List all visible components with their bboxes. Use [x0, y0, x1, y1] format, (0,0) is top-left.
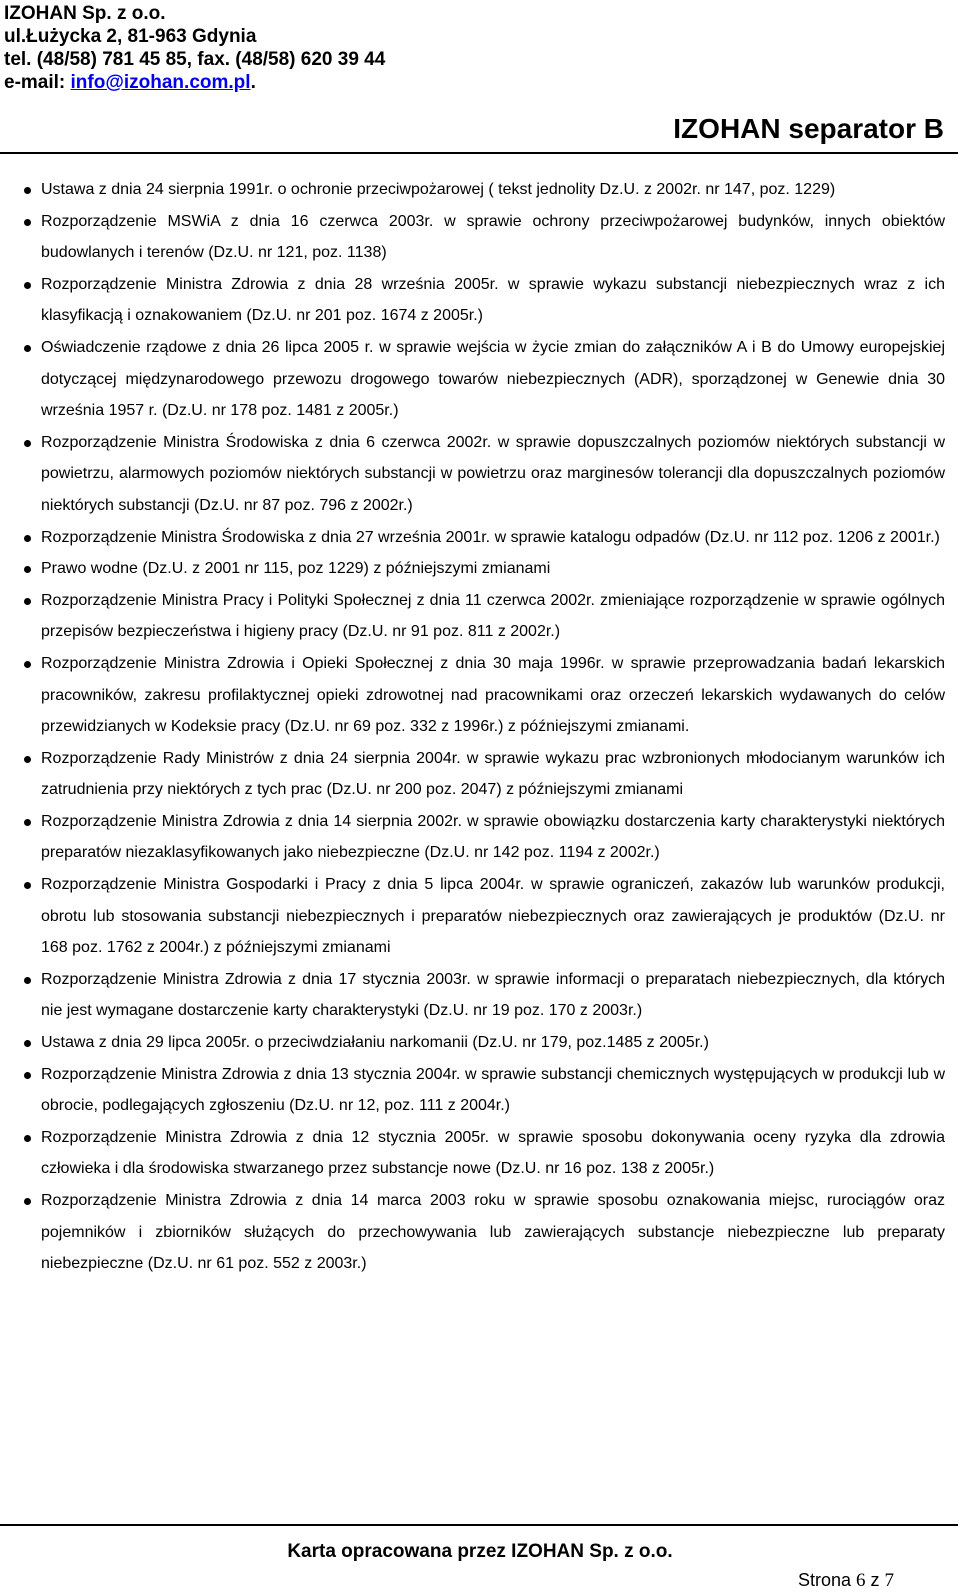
- bullet-icon: [24, 187, 31, 194]
- company-phone-fax: tel. (48/58) 781 45 85, fax. (48/58) 620 39 44: [4, 49, 386, 70]
- page-number: [798, 1568, 894, 1593]
- list-item-text: Rozporządzenie Ministra Pracy i Polityki Społecznej z dnia 11 czerwca 2002r. zmieniające rozporządzenie w sprawie ogólnych przepisów bezpieczeństwa i higieny pracy (Dz.U. nr 91 poz. 811 z 2002r.): [41, 591, 945, 641]
- list-item-text: Rozporządzenie Ministra Środowiska z dnia 27 września 2001r. w sprawie katalogu odpadów (Dz.U. nr 112 poz. 1206 z 2001r.): [41, 528, 940, 546]
- list-item: [41, 743, 945, 806]
- bullet-icon: [24, 977, 31, 984]
- list-item-text: Ustawa z dnia 29 lipca 2005r. o przeciwdziałaniu narkomanii (Dz.U. nr 179, poz.1485 z 2005r.): [41, 1034, 709, 1052]
- bullet-icon: [24, 345, 31, 352]
- list-item-text: Rozporządzenie Ministra Środowiska z dnia 6 czerwca 2002r. w sprawie dopuszczalnych poziomów niektórych substancji w powietrzu, alarmowych poziomów niektórych substancji w powietrzu oraz marginesów tolerancji dla dopuszczalnych poziomów niektórych substancji (Dz.U. nr 87 poz. 796 z 2002r.): [41, 433, 945, 514]
- list-item: [41, 522, 945, 554]
- list-item-text: Ustawa z dnia 24 sierpnia 1991r. o ochronie przeciwpożarowej ( tekst jednolity Dz.U. z 2002r. nr 147, poz. 1229): [41, 181, 836, 198]
- bullet-icon: [24, 661, 31, 668]
- company-header: [4, 2, 385, 94]
- list-item: [41, 174, 945, 206]
- page-label: Strona: [797, 1570, 856, 1590]
- list-item-text: Rozporządzenie MSWiA z dnia 16 czerwca 2003r. w sprawie ochrony przeciwpożarowej budynków, innych obiektów budowlanych i terenów (Dz.U. nr 121, poz. 1138): [41, 212, 945, 262]
- list-item-text: Prawo wodne (Dz.U. z 2001 nr 115, poz 1229) z późniejszymi zmianami: [41, 560, 551, 578]
- list-item: [41, 332, 945, 427]
- bullet-icon: [24, 1198, 31, 1205]
- page-current: 6: [855, 1570, 866, 1591]
- list-item-text: Rozporządzenie Ministra Zdrowia z dnia 13 stycznia 2004r. w sprawie substancji chemicznych występujących w produkcji lub w obrocie, podlegających zgłoszeniu (Dz.U. nr 12, poz. 111 z 2004r.): [41, 1065, 945, 1115]
- bullet-icon: [24, 598, 31, 605]
- bullet-icon: [24, 282, 31, 289]
- page-total: 7: [884, 1570, 894, 1591]
- email-suffix: .: [250, 72, 256, 93]
- list-item-text: Oświadczenie rządowe z dnia 26 lipca 2005 r. w sprawie wejścia w życie zmian do załączników A i B do Umowy europejskiej dotyczącej międzynarodowego przewozu drogowego towarów niebezpiecznych (ADR), sporządzonej w Genewie dnia 30 września 1957 r. (Dz.U. nr 178 poz. 1481 z 2005r.): [41, 338, 945, 420]
- list-item-text: Rozporządzenie Ministra Gospodarki i Pracy z dnia 5 lipca 2004r. w sprawie ograniczeń, zakazów lub warunków produkcji, obrotu lub stosowania substancji niebezpiecznych i preparatów niebezpiecznych oraz zawierających je produktów (Dz.U. nr 168 poz. 1762 z 2004r.) z późniejszymi zmianami: [41, 876, 945, 957]
- bullet-icon: [24, 535, 31, 542]
- list-item: [41, 427, 945, 522]
- page-separator: z: [865, 1570, 885, 1590]
- list-item-text: Rozporządzenie Ministra Zdrowia z dnia 14 sierpnia 2002r. w sprawie obowiązku dostarczenia karty charakterystyki niektórych preparatów niezaklasyfikowanych jako niebezpieczne (Dz.U. nr 142 poz. 1194 z 2002r.): [41, 812, 945, 862]
- product-title: IZOHAN separator B: [673, 113, 944, 144]
- email-link[interactable]: info@izohan.com.pl: [70, 72, 251, 93]
- list-item-text: Rozporządzenie Rady Ministrów z dnia 24 sierpnia 2004r. w sprawie wykazu prac wzbronionych młodocianym warunków ich zatrudnienia przy niektórych z tych prac (Dz.U. nr 200 poz. 2047) z późniejszymi zmianami: [41, 749, 945, 799]
- email-label: e-mail:: [4, 72, 71, 93]
- footer-divider: [0, 1524, 958, 1526]
- regulations-list: [0, 174, 960, 1280]
- list-item: [41, 206, 945, 269]
- header-divider: [0, 152, 958, 154]
- list-item: [41, 1027, 945, 1059]
- list-item-text: Rozporządzenie Ministra Zdrowia z dnia 12 stycznia 2005r. w sprawie sposobu dokonywania oceny ryzyka dla zdrowia człowieka i dla środowiska stwarzanego przez substancje nowe (Dz.U. nr 16 poz. 138 z 2005r.): [41, 1128, 945, 1178]
- bullet-icon: [24, 566, 31, 573]
- list-item: [41, 1122, 945, 1185]
- bullet-icon: [24, 440, 31, 447]
- list-item: [41, 806, 945, 869]
- prepared-by: Karta opracowana przez IZOHAN Sp. z o.o.: [287, 1541, 673, 1562]
- bullet-icon: [24, 219, 31, 226]
- company-email-line: [4, 71, 385, 94]
- list-item: [41, 648, 945, 743]
- bullet-icon: [24, 1072, 31, 1079]
- list-item: [41, 869, 945, 964]
- list-item-text: Rozporządzenie Ministra Zdrowia z dnia 14 marca 2003 roku w sprawie sposobu oznakowania miejsc, rurociągów oraz pojemników i zbiorników służących do przechowywania lub zawierających substancje niebezpieczne lub preparaty niebezpieczne (Dz.U. nr 61 poz. 552 z 2003r.): [41, 1192, 945, 1273]
- list-item-text: Rozporządzenie Ministra Zdrowia z dnia 28 września 2005r. w sprawie wykazu substancji niebezpiecznych wraz z ich klasyfikacją i oznakowaniem (Dz.U. nr 201 poz. 1674 z 2005r.): [41, 275, 945, 325]
- list-item-text: Rozporządzenie Ministra Zdrowia z dnia 17 stycznia 2003r. w sprawie informacji o preparatach niebezpiecznych, dla których nie jest wymagane dostarczenie karty charakterystyki (Dz.U. nr 19 poz. 170 z 2003r.): [41, 970, 945, 1020]
- list-item-text: Rozporządzenie Ministra Zdrowia i Opieki Społecznej z dnia 30 maja 1996r. w sprawie przeprowadzania badań lekarskich pracowników, zakresu profilaktycznej opieki zdrowotnej nad pracownikami oraz orzeczeń lekarskich wydawanych do celów przewidzianych w Kodeksie pracy (Dz.U. nr 69 poz. 332 z 1996r.) z późniejszymi zmianami.: [41, 654, 945, 736]
- list-item: [41, 553, 945, 585]
- company-name: IZOHAN Sp. z o.o.: [4, 3, 166, 24]
- bullet-icon: [24, 1135, 31, 1142]
- bullet-icon: [24, 819, 31, 826]
- company-address: ul.Łużycka 2, 81-963 Gdynia: [4, 26, 257, 47]
- bullet-icon: [24, 882, 31, 889]
- bullet-icon: [24, 756, 31, 763]
- bullet-icon: [24, 1040, 31, 1047]
- list-item: [41, 585, 945, 648]
- list-item: [41, 1185, 945, 1280]
- list-item: [41, 1059, 945, 1122]
- list-item: [41, 964, 945, 1027]
- list-item: [41, 269, 945, 332]
